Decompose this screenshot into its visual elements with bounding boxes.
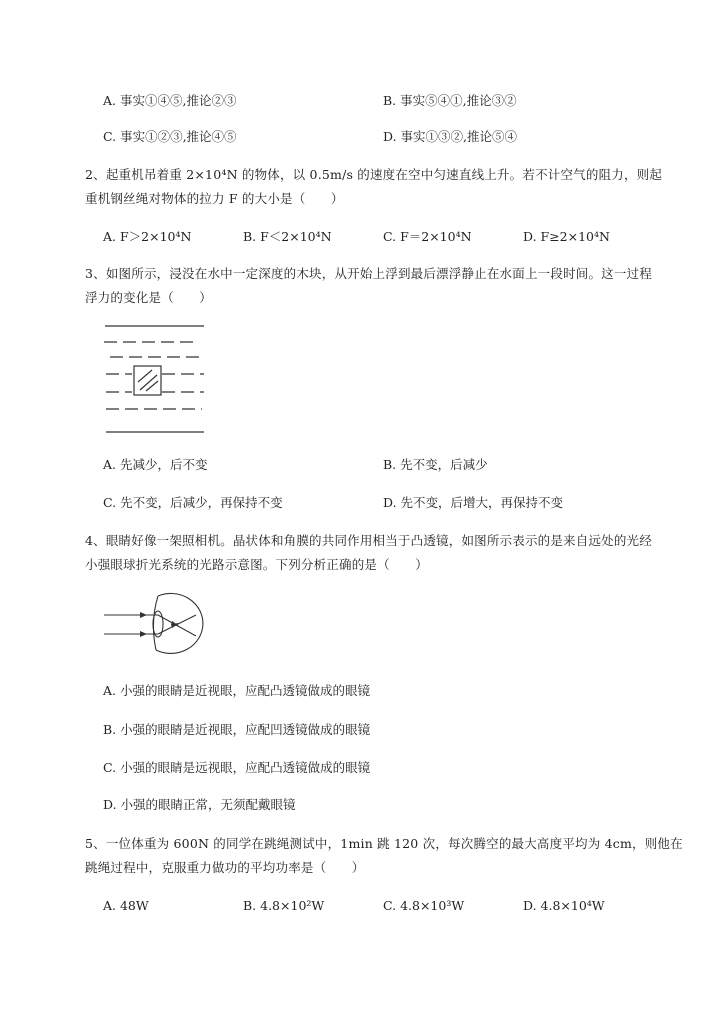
q4-option-a: A. 小强的眼睛是近视眼，应配凸透镜做成的眼镜 <box>103 683 370 698</box>
q1-option-c: C. 事实①②③,推论④⑤ <box>103 129 237 144</box>
q4-stem-line1: 4、眼睛好像一架照相机。晶状体和角膜的共同作用相当于凸透镜，如图所示表示的是来自远处的光经 <box>85 533 652 548</box>
q3-stem-line1: 3、如图所示，浸没在水中一定深度的木块，从开始上浮到最后漂浮静止在水面上一段时间。这一过程 <box>85 266 652 281</box>
q5-option-d: D. 4.8×10⁴W <box>523 898 605 913</box>
q4-option-b: B. 小强的眼睛是近视眼，应配凹透镜做成的眼镜 <box>103 722 371 737</box>
q5-stem-line1: 5、一位体重为 600N 的同学在跳绳测试中，1min 跳 120 次，每次腾空的最大高度平均为 4cm，则他在 <box>85 836 683 851</box>
q2-option-c: C. F＝2×10⁴N <box>383 229 472 244</box>
q2-stem-line1: 2、起重机吊着重 2×10⁴N 的物体，以 0.5m/s 的速度在空中匀速直线上升。若不计空气的阻力，则起 <box>85 167 663 182</box>
q3-option-d: D. 先不变，后增大，再保持不变 <box>383 495 564 510</box>
q5-stem-line2: 跳绳过程中，克服重力做功的平均功率是（ ） <box>85 860 365 875</box>
q5-option-a: A. 48W <box>103 898 149 913</box>
q4-stem-line2: 小强眼球折光系统的光路示意图。下列分析正确的是（ ） <box>85 557 428 572</box>
q5-option-b: B. 4.8×10²W <box>243 898 325 913</box>
q3-option-a: A. 先减少，后不变 <box>103 457 208 472</box>
q1-option-a: A. 事实①④⑤,推论②③ <box>103 93 237 108</box>
q3-option-b: B. 先不变，后减少 <box>383 457 488 472</box>
water-block-diagram <box>100 322 210 437</box>
q3-stem-line2: 浮力的变化是（ ） <box>85 290 213 305</box>
q3-option-c: C. 先不变，后减少，再保持不变 <box>103 495 283 510</box>
q1-option-b: B. 事实⑤④①,推论③② <box>383 93 517 108</box>
q4-option-c: C. 小强的眼睛是远视眼，应配凸透镜做成的眼镜 <box>103 760 371 775</box>
q2-stem-line2: 重机钢丝绳对物体的拉力 F 的大小是（ ） <box>85 191 344 206</box>
q4-option-d: D. 小强的眼睛正常，无须配戴眼镜 <box>103 797 296 812</box>
q2-option-b: B. F＜2×10⁴N <box>243 229 332 244</box>
q2-option-a: A. F＞2×10⁴N <box>103 229 192 244</box>
q5-option-c: C. 4.8×10³W <box>383 898 465 913</box>
q2-option-d: D. F≥2×10⁴N <box>523 229 610 244</box>
wood-block <box>134 366 161 395</box>
q1-option-d: D. 事实①③②,推论⑤④ <box>383 129 517 144</box>
eye-diagram <box>100 588 210 658</box>
